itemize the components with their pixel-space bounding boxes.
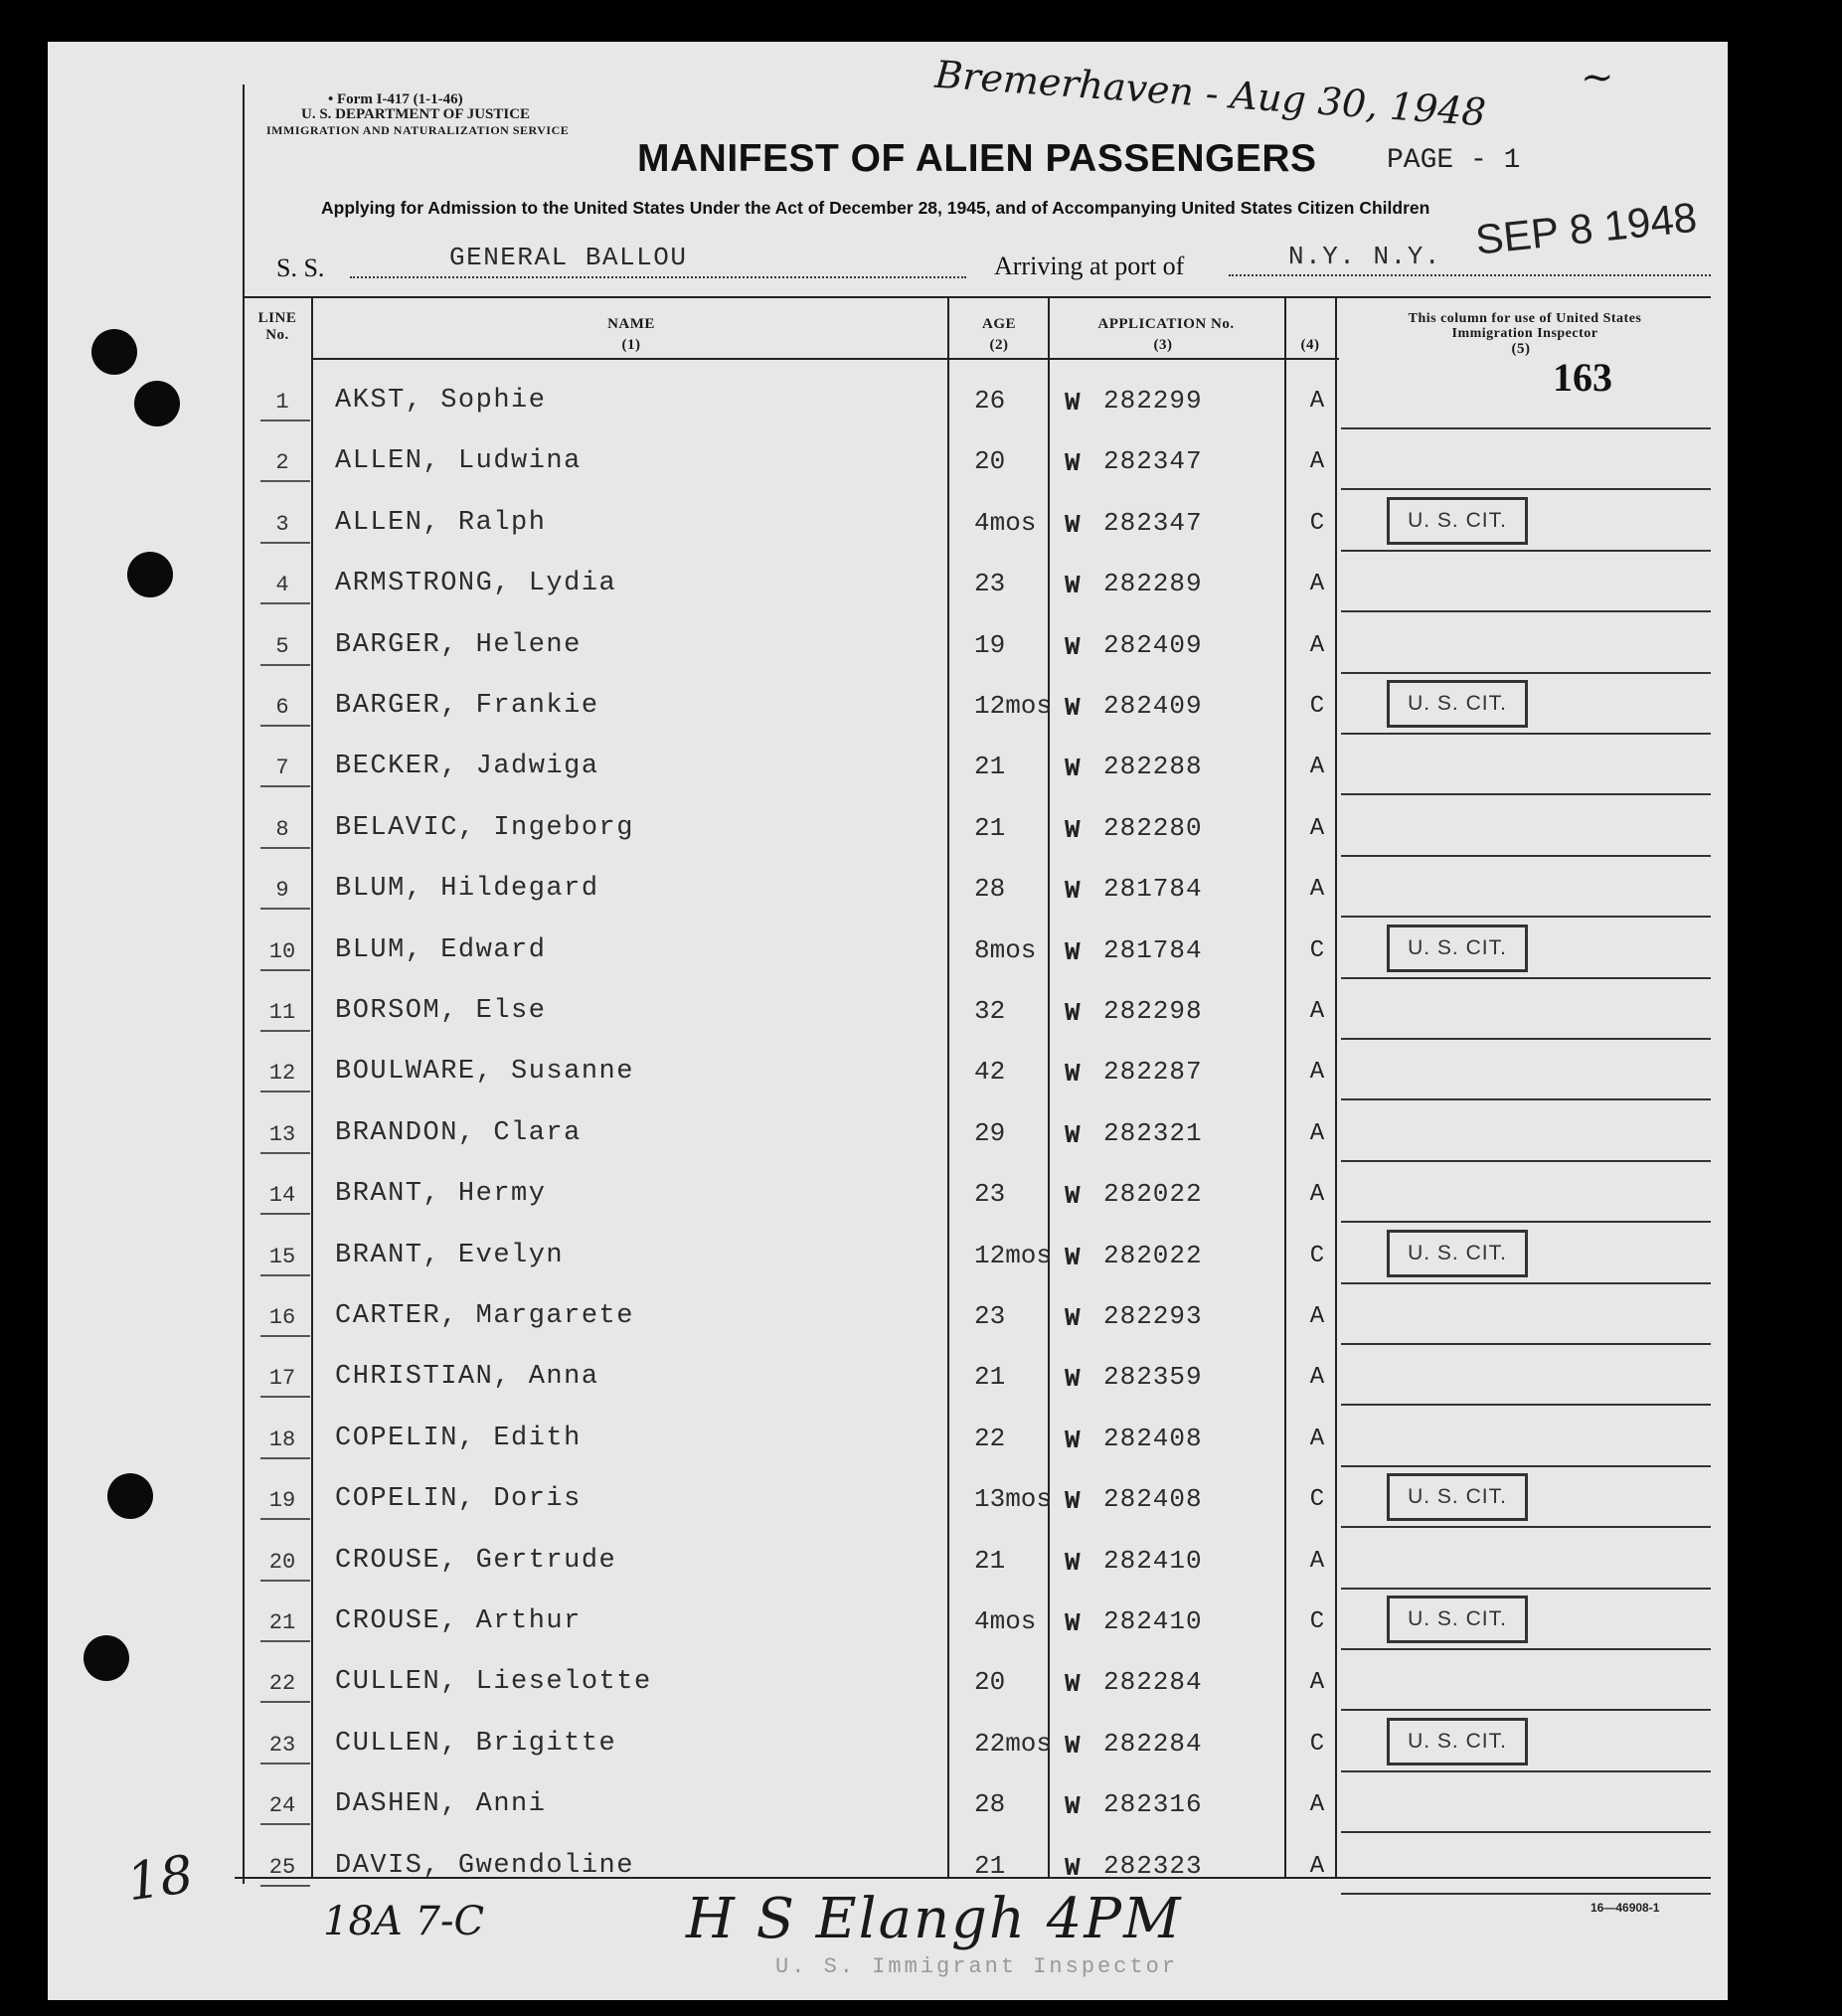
inspector-rule — [1341, 1588, 1711, 1590]
application-number: 282298 — [1103, 996, 1203, 1026]
line-number: 20 — [268, 1549, 296, 1575]
us-citizen-stamp: U. S. CIT. — [1387, 1473, 1528, 1521]
line-number: 11 — [268, 1000, 296, 1025]
line-number: 6 — [275, 695, 289, 720]
application-number: 282284 — [1103, 1667, 1203, 1698]
passenger-age: 21 — [974, 812, 1006, 843]
passenger-age: 4mos — [974, 507, 1037, 538]
application-prefix: W — [1065, 998, 1081, 1028]
table-row — [0, 614, 1842, 675]
passenger-name: COPELIN, Doris — [335, 1484, 582, 1515]
arrival-date-stamp: SEP 8 1948 — [1473, 193, 1700, 263]
passenger-age: 21 — [974, 1850, 1006, 1881]
service-line: IMMIGRATION AND NATURALIZATION SERVICE — [266, 123, 570, 137]
passenger-age: 32 — [974, 996, 1006, 1026]
line-number-rule — [260, 1274, 310, 1276]
line-number-rule — [260, 1518, 310, 1520]
inspector-rule — [1341, 916, 1711, 918]
passenger-age: 23 — [974, 569, 1006, 599]
passenger-name: BARGER, Frankie — [335, 691, 599, 721]
passenger-name: CARTER, Margarete — [335, 1301, 634, 1331]
col-header-inspector: This column for use of United States — [1408, 311, 1642, 326]
passenger-class: A — [1309, 1181, 1325, 1209]
table-top-rule — [243, 296, 1711, 298]
handwritten-origin: Bremerhaven - Aug 30, 1948 — [933, 52, 1488, 135]
inspector-rule — [1341, 1648, 1711, 1650]
line-number-rule — [260, 1763, 310, 1764]
table-row — [0, 797, 1842, 858]
inspector-rule — [1341, 1893, 1711, 1895]
line-number-rule — [260, 1823, 310, 1825]
table-row — [0, 675, 1842, 736]
passenger-class: A — [1309, 1425, 1325, 1452]
line-number-rule — [260, 969, 310, 971]
application-prefix: W — [1065, 1059, 1081, 1090]
us-citizen-stamp: U. S. CIT. — [1387, 497, 1528, 545]
line-number-rule — [260, 1091, 310, 1092]
application-number: 282316 — [1103, 1789, 1203, 1820]
application-prefix: W — [1065, 1852, 1081, 1883]
table-row — [0, 1591, 1842, 1651]
line-number-rule — [260, 480, 310, 482]
table-row — [0, 492, 1842, 553]
port-name: N.Y. N.Y. — [1288, 242, 1441, 271]
passenger-age: 19 — [974, 629, 1006, 660]
line-number: 12 — [268, 1061, 296, 1087]
page-number: PAGE - 1 — [1387, 145, 1521, 176]
application-prefix: W — [1065, 1242, 1081, 1272]
table-row — [0, 1163, 1842, 1224]
application-number: 282288 — [1103, 752, 1203, 782]
passenger-class: A — [1309, 1791, 1325, 1819]
application-number: 282410 — [1103, 1545, 1203, 1576]
line-number: 15 — [268, 1244, 296, 1269]
application-number: 282022 — [1103, 1240, 1203, 1270]
application-number: 282323 — [1103, 1850, 1203, 1881]
passenger-name: ALLEN, Ludwina — [335, 446, 582, 477]
passenger-age: 22 — [974, 1423, 1006, 1453]
line-number-rule — [260, 908, 310, 910]
ship-dotted-line — [350, 276, 966, 278]
passenger-class: A — [1309, 1669, 1325, 1697]
application-prefix: W — [1065, 1181, 1081, 1212]
line-number: 10 — [268, 938, 296, 964]
passenger-age: 23 — [974, 1301, 1006, 1331]
passenger-age: 20 — [974, 1667, 1006, 1698]
application-number: 282359 — [1103, 1362, 1203, 1393]
passenger-class: A — [1309, 1059, 1325, 1087]
passenger-name: BARGER, Helene — [335, 629, 582, 660]
table-row — [0, 1713, 1842, 1773]
application-prefix: W — [1065, 876, 1081, 907]
passenger-class: A — [1309, 388, 1325, 415]
passenger-age: 8mos — [974, 934, 1037, 965]
application-prefix: W — [1065, 1486, 1081, 1517]
passenger-class: C — [1309, 936, 1325, 964]
line-number-rule — [260, 1152, 310, 1154]
passenger-class: C — [1309, 1730, 1325, 1758]
passenger-name: BLUM, Hildegard — [335, 874, 599, 905]
inspector-rule — [1341, 1221, 1711, 1223]
table-row — [0, 1285, 1842, 1346]
line-number: 17 — [268, 1366, 296, 1392]
inspector-rule — [1341, 488, 1711, 490]
passenger-name: CHRISTIAN, Anna — [335, 1362, 599, 1393]
passenger-name: BOULWARE, Susanne — [335, 1057, 634, 1088]
application-prefix: W — [1065, 1364, 1081, 1395]
application-number: 282409 — [1103, 691, 1203, 721]
inspector-rule — [1341, 1160, 1711, 1162]
col-header-4-num: (4) — [1300, 337, 1320, 353]
application-number: 282284 — [1103, 1728, 1203, 1759]
line-number-rule — [260, 602, 310, 604]
table-row — [0, 1102, 1842, 1163]
passenger-class: A — [1309, 448, 1325, 476]
line-number: 23 — [268, 1732, 296, 1758]
inspector-rule — [1341, 672, 1711, 674]
col-header-app: APPLICATION No. — [1097, 316, 1235, 332]
passenger-age: 42 — [974, 1057, 1006, 1088]
inspector-caption: U. S. Immigrant Inspector — [775, 1954, 1179, 1979]
application-prefix: W — [1065, 814, 1081, 845]
passenger-class: A — [1309, 754, 1325, 781]
passenger-name: BELAVIC, Ingeborg — [335, 812, 634, 843]
application-number: 282022 — [1103, 1179, 1203, 1210]
handwritten-tally: 18A 7-C — [323, 1899, 485, 1944]
table-row — [0, 1225, 1842, 1285]
us-citizen-stamp: U. S. CIT. — [1387, 1718, 1528, 1765]
table-row — [0, 553, 1842, 613]
line-number: 24 — [268, 1793, 296, 1819]
passenger-age: 21 — [974, 752, 1006, 782]
passenger-class: C — [1309, 509, 1325, 537]
passenger-class: C — [1309, 1242, 1325, 1269]
inspector-number: 163 — [1553, 355, 1612, 400]
table-row — [0, 430, 1842, 491]
line-number: 18 — [268, 1427, 296, 1452]
line-number-rule — [260, 725, 310, 727]
port-dotted-line — [1229, 274, 1711, 276]
col-header-name: NAME — [607, 316, 655, 332]
inspector-signature: H S Elangh 4PM — [686, 1887, 1183, 1951]
line-number-rule — [260, 1885, 310, 1887]
inspector-rule — [1341, 733, 1711, 735]
passenger-name: DASHEN, Anni — [335, 1789, 547, 1820]
passenger-class: A — [1309, 998, 1325, 1025]
passenger-name: ALLEN, Ralph — [335, 507, 547, 538]
inspector-rule — [1341, 1038, 1711, 1040]
margin-mark: 18 — [123, 1844, 198, 1914]
handwritten-mark: ~ — [1581, 55, 1614, 100]
passenger-name: BECKER, Jadwiga — [335, 752, 599, 782]
passenger-age: 22mos — [974, 1728, 1053, 1759]
passenger-name: BRANT, Hermy — [335, 1179, 547, 1210]
line-number: 13 — [268, 1121, 296, 1147]
inspector-rule — [1341, 977, 1711, 979]
line-number-rule — [260, 1030, 310, 1032]
passenger-name: BORSOM, Else — [335, 996, 547, 1026]
form-number-line: • Form I-417 (1-1-46) — [328, 91, 463, 107]
table-row — [0, 1530, 1842, 1591]
passenger-name: CULLEN, Brigitte — [335, 1728, 617, 1759]
passenger-age: 4mos — [974, 1606, 1037, 1636]
application-prefix: W — [1065, 1730, 1081, 1761]
passenger-age: 21 — [974, 1362, 1006, 1393]
port-label: Arriving at port of — [994, 252, 1185, 280]
passenger-age: 21 — [974, 1545, 1006, 1576]
passenger-name: BRANDON, Clara — [335, 1117, 582, 1148]
application-number: 282409 — [1103, 629, 1203, 660]
passenger-class: A — [1309, 1547, 1325, 1575]
table-row — [0, 1651, 1842, 1712]
line-number: 21 — [268, 1610, 296, 1635]
inspector-rule — [1341, 793, 1711, 795]
inspector-rule — [1341, 1282, 1711, 1284]
passenger-class: A — [1309, 814, 1325, 842]
line-number: 1 — [275, 390, 289, 415]
application-prefix: W — [1065, 754, 1081, 784]
application-prefix: W — [1065, 571, 1081, 601]
line-number: 3 — [275, 511, 289, 537]
application-number: 282408 — [1103, 1423, 1203, 1453]
col-header-line: LINE No. — [257, 310, 297, 343]
passenger-age: 13mos — [974, 1484, 1053, 1515]
line-number: 5 — [275, 633, 289, 659]
passenger-class: C — [1309, 1608, 1325, 1635]
inspector-rule — [1341, 610, 1711, 612]
passenger-class: A — [1309, 876, 1325, 904]
passenger-class: A — [1309, 631, 1325, 659]
application-prefix: W — [1065, 388, 1081, 418]
passenger-age: 28 — [974, 1789, 1006, 1820]
inspector-rule — [1341, 1098, 1711, 1100]
department-line: U. S. DEPARTMENT OF JUSTICE — [301, 106, 531, 122]
passenger-class: C — [1309, 1486, 1325, 1514]
line-number-rule — [260, 847, 310, 849]
form-number-footer: 16—46908-1 — [1591, 1901, 1660, 1915]
inspector-rule — [1341, 1343, 1711, 1345]
line-number: 9 — [275, 878, 289, 904]
passenger-age: 28 — [974, 874, 1006, 905]
line-number: 7 — [275, 756, 289, 781]
col-header-app-num: (3) — [1153, 337, 1173, 353]
line-number-rule — [260, 1396, 310, 1398]
table-row — [0, 1408, 1842, 1468]
inspector-rule — [1341, 1404, 1711, 1406]
header-bottom-rule — [313, 358, 1339, 360]
passenger-name: CULLEN, Lieselotte — [335, 1667, 652, 1698]
table-row — [0, 980, 1842, 1041]
application-number: 282347 — [1103, 507, 1203, 538]
passenger-age: 29 — [974, 1117, 1006, 1148]
inspector-rule — [1341, 1831, 1711, 1833]
col-header-inspector-num: (5) — [1511, 341, 1531, 357]
table-row — [0, 1773, 1842, 1834]
passenger-age: 20 — [974, 446, 1006, 477]
col-header-age-num: (2) — [989, 337, 1009, 353]
application-number: 282287 — [1103, 1057, 1203, 1088]
line-number-rule — [260, 1213, 310, 1215]
line-number: 25 — [268, 1854, 296, 1880]
line-number: 8 — [275, 816, 289, 842]
inspector-rule — [1341, 427, 1711, 429]
us-citizen-stamp: U. S. CIT. — [1387, 924, 1528, 972]
application-prefix: W — [1065, 1791, 1081, 1822]
ship-name: GENERAL BALLOU — [449, 243, 688, 272]
application-number: 282299 — [1103, 386, 1203, 416]
application-number: 282321 — [1103, 1117, 1203, 1148]
passenger-name: CROUSE, Arthur — [335, 1606, 582, 1636]
col-header-name-num: (1) — [621, 337, 641, 353]
table-row — [0, 1041, 1842, 1101]
table-row — [0, 858, 1842, 919]
line-number-rule — [260, 785, 310, 787]
passenger-name: BRANT, Evelyn — [335, 1240, 565, 1270]
line-number: 22 — [268, 1671, 296, 1697]
table-row — [0, 920, 1842, 980]
application-prefix: W — [1065, 509, 1081, 540]
passenger-name: BLUM, Edward — [335, 934, 547, 965]
line-number-rule — [260, 420, 310, 421]
line-number-rule — [260, 1640, 310, 1642]
line-number-rule — [260, 542, 310, 544]
application-number: 282280 — [1103, 812, 1203, 843]
inspector-rule — [1341, 1709, 1711, 1711]
inspector-rule — [1341, 855, 1711, 857]
passenger-class: A — [1309, 1119, 1325, 1147]
application-number: 281784 — [1103, 874, 1203, 905]
application-number: 282408 — [1103, 1484, 1203, 1515]
application-prefix: W — [1065, 1608, 1081, 1638]
line-number: 19 — [268, 1488, 296, 1514]
us-citizen-stamp: U. S. CIT. — [1387, 680, 1528, 728]
passenger-class: C — [1309, 693, 1325, 720]
us-citizen-stamp: U. S. CIT. — [1387, 1596, 1528, 1643]
application-prefix: W — [1065, 448, 1081, 479]
line-number-rule — [260, 1335, 310, 1337]
inspector-rule — [1341, 1526, 1711, 1528]
application-prefix: W — [1065, 1547, 1081, 1578]
col-header-inspector-2: Immigration Inspector — [1451, 326, 1598, 341]
application-prefix: W — [1065, 936, 1081, 967]
table-row — [0, 736, 1842, 796]
application-number: 281784 — [1103, 934, 1203, 965]
application-prefix: W — [1065, 1119, 1081, 1150]
application-prefix: W — [1065, 1669, 1081, 1700]
page-subtitle: Applying for Admission to the United States Under the Act of December 28, 1945, and of Accompanying United States Citizen Children — [321, 198, 1430, 218]
passenger-age: 12mos — [974, 1240, 1053, 1270]
line-number-rule — [260, 1457, 310, 1459]
line-number-rule — [260, 664, 310, 666]
passenger-name: AKST, Sophie — [335, 386, 547, 416]
inspector-rule — [1341, 550, 1711, 552]
passenger-name: ARMSTRONG, Lydia — [335, 569, 617, 599]
table-row — [0, 1346, 1842, 1407]
application-number: 282410 — [1103, 1606, 1203, 1636]
passenger-class: A — [1309, 1364, 1325, 1392]
inspector-rule — [1341, 1770, 1711, 1772]
us-citizen-stamp: U. S. CIT. — [1387, 1230, 1528, 1277]
application-prefix: W — [1065, 1303, 1081, 1333]
page-title: MANIFEST OF ALIEN PASSENGERS — [637, 137, 1317, 180]
passenger-name: COPELIN, Edith — [335, 1423, 582, 1453]
col-header-age: AGE — [981, 316, 1016, 332]
application-prefix: W — [1065, 693, 1081, 723]
passenger-age: 26 — [974, 386, 1006, 416]
line-number: 2 — [275, 450, 289, 476]
binder-hole — [91, 329, 137, 375]
ship-label: S. S. — [276, 253, 325, 282]
application-number: 282289 — [1103, 569, 1203, 599]
passenger-age: 23 — [974, 1179, 1006, 1210]
passenger-name: DAVIS, Gwendoline — [335, 1850, 634, 1881]
application-prefix: W — [1065, 631, 1081, 662]
table-row — [0, 370, 1842, 430]
passenger-class: A — [1309, 1852, 1325, 1880]
passenger-name: CROUSE, Gertrude — [335, 1545, 617, 1576]
passenger-class: A — [1309, 1303, 1325, 1330]
application-number: 282293 — [1103, 1301, 1203, 1331]
inspector-rule — [1341, 1465, 1711, 1467]
table-row — [0, 1468, 1842, 1529]
line-number: 14 — [268, 1183, 296, 1209]
line-number: 16 — [268, 1305, 296, 1330]
passenger-class: A — [1309, 571, 1325, 598]
passenger-age: 12mos — [974, 691, 1053, 721]
line-number-rule — [260, 1701, 310, 1703]
application-prefix: W — [1065, 1425, 1081, 1455]
application-number: 282347 — [1103, 446, 1203, 477]
line-number-rule — [260, 1580, 310, 1582]
line-number: 4 — [275, 573, 289, 598]
